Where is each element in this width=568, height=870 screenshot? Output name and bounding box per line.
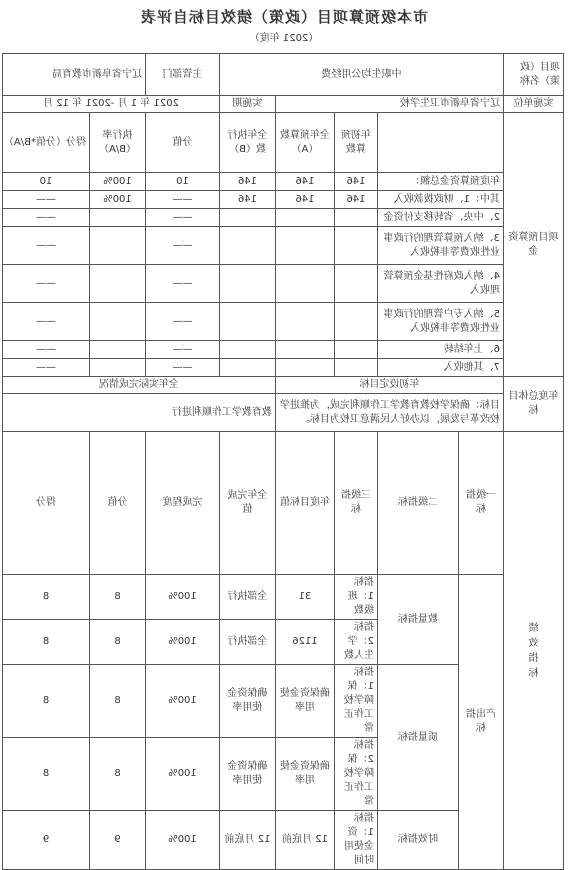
ind-cell-ratio: 100% [146,811,220,870]
funds-cell-annual [335,209,378,227]
ind-cell-target: 确保资金使用率 [276,738,335,811]
ind-cell-score: 9 [90,811,146,870]
funds-cell-annual [335,341,378,359]
ind-header-lvl2: 二级指标 [378,432,459,575]
funds-row-label: 7、其他收入 [378,359,504,377]
funds-row-label: 3、纳入预算管理的行政事业性收费等非税收入 [378,227,504,265]
ind-cell-score: 8 [90,665,146,738]
ind-cell-got: 9 [3,811,90,870]
funds-row [3,173,564,191]
funds-cell-exec [220,303,276,341]
funds-row-label: 年度预算资金总额： [378,173,504,191]
ind-header-target: 年度目标值 [276,432,335,575]
ind-cell-got: 8 [3,620,90,665]
ind-cell-got: 8 [3,738,90,811]
form-title: 市本级预算项目（政策）绩效目标自评表 [140,8,429,26]
ind-cell-target: 12 月底前 [276,811,335,870]
funds-row-label: 2、中央、省转移支付资金 [378,209,504,227]
period-label: 实施期 [220,96,276,113]
funds-cell-score: 10 [146,173,220,191]
funds-cell-rate [90,227,146,265]
ind-header-lvl3: 三级指标 [335,432,378,575]
funds-cell-rate [90,303,146,341]
funds-cell-exec: 146 [220,191,276,209]
goals-set-value: 目标：确保学校教育教学工作顺利完成，为推进学校改革与发展，以办好人民满意卫校为目标。 [276,394,504,432]
funds-cell-exec: 146 [220,173,276,191]
funds-row-label: 其中：1、财政拨款收入 [378,191,504,209]
ind-group-quantity: 数量指标 [378,575,459,665]
goals-done-label: 全年实际完成情况 [3,377,276,394]
ind-cell-lvl3: 指标 1：资金使用时间 [335,811,378,870]
ind-cell-ratio: 100% [146,665,220,738]
funds-cell-annual: 146 [335,191,378,209]
unit-label: 实施单位 [504,96,564,113]
funds-cell-got: 10 [3,173,90,191]
ind-cell-got: 8 [3,665,90,738]
funds-cell-annual [335,359,378,377]
indicator-row [3,575,564,620]
funds-header-blank [378,113,504,173]
funds-cell-rate [90,265,146,303]
funds-row-label: 6、上年结转 [378,341,504,359]
funds-cell-got: —— [3,227,90,265]
project-name-label: 项目（政策）名称 [504,54,564,96]
funds-cell-exec [220,341,276,359]
funds-header-exec: 全年执行数（B） [220,113,276,173]
funds-row [3,209,564,227]
funds-cell-score: —— [146,303,220,341]
goals-set-label: 年初设定目标 [276,377,504,394]
ind-cell-actual: 确保资金使用率 [220,665,276,738]
funds-cell-score: —— [146,265,220,303]
goals-done-value: 教育教学工作顺利进行 [3,394,276,432]
funds-row [3,341,564,359]
project-name-value: 中职生均公用经费 [220,54,504,96]
ind-cell-target: 31 [276,575,335,620]
funds-cell-exec [220,227,276,265]
unit-value: 辽宁省阜新市卫生学校 [276,96,504,113]
funds-cell-annual: 146 [335,173,378,191]
goals-value-row [3,394,564,432]
funds-header-rate: 执行率（B/A） [90,113,146,173]
ind-cell-target: 1126 [276,620,335,665]
funds-header-full: 全年预算数（A） [276,113,335,173]
funds-cell-exec [220,265,276,303]
period-value: 2021 年 1 月 -2021 年 12 月 [3,96,220,113]
ind-group-quality: 质量指标 [378,665,459,811]
funds-row [3,265,564,303]
funds-cell-full [276,303,335,341]
funds-cell-rate [90,209,146,227]
funds-cell-got: —— [3,209,90,227]
ind-cell-actual: 全部执行 [220,575,276,620]
funds-cell-got: —— [3,191,90,209]
ind-cell-ratio: 100% [146,620,220,665]
ind-header-actual: 全年完成值 [220,432,276,575]
funds-row [3,227,564,265]
ind-header-score: 分值 [90,432,146,575]
funds-cell-annual [335,265,378,303]
funds-row-label: 5、纳入专户管理的行政事业性收费等非税收入 [378,303,504,341]
ind-cell-actual: 全部执行 [220,620,276,665]
funds-cell-score: —— [146,227,220,265]
indicator-header-row [3,432,564,575]
funds-cell-got: —— [3,303,90,341]
funds-header-got: 得分（分值*B/A） [3,113,90,173]
ind-cell-actual: 确保资金使用率 [220,738,276,811]
ind-header-ratio: 完成程度 [146,432,220,575]
funds-cell-score: —— [146,191,220,209]
row-unit [3,96,564,113]
funds-cell-annual [335,303,378,341]
dept-label: 主管部门 [146,54,220,96]
funds-cell-full [276,227,335,265]
ind-cell-actual: 12 月底前 [220,811,276,870]
evaluation-table [2,53,564,870]
goals-header-row [3,377,564,394]
ind-cell-ratio: 100% [146,575,220,620]
indicator-section-label: 绩效指标 [504,432,564,870]
ind-cell-ratio: 100% [146,738,220,811]
form-year: （2021 年度） [249,33,319,44]
ind-cell-target: 确保资金使用率 [276,665,335,738]
funds-cell-annual [335,227,378,265]
ind-cell-lvl3: 指标 2：学生人数 [335,620,378,665]
funds-header-annual: 年初预算数 [335,113,378,173]
ind-cell-lvl3: 指标 1：保障学校工作正常 [335,665,378,738]
funds-cell-full: 146 [276,191,335,209]
ind-cell-got: 8 [3,575,90,620]
funds-cell-full [276,209,335,227]
funds-row [3,303,564,341]
funds-cell-full [276,359,335,377]
funds-cell-full [276,265,335,303]
funds-cell-full [276,341,335,359]
funds-cell-rate [90,341,146,359]
ind-lvl1-output: 产出指标 [459,575,504,870]
funds-row-label: 4、纳入政府性基金预算管理收入 [378,265,504,303]
funds-cell-score: —— [146,209,220,227]
funds-cell-got: —— [3,265,90,303]
goals-section-label: 年度总体目标 [504,377,564,432]
ind-group-time: 时效指标 [378,811,459,870]
ind-header-got: 得分 [3,432,90,575]
dept-value: 辽宁省阜新市教育局 [3,54,146,96]
funds-section-label: 项目预算资金 [504,113,564,377]
funds-cell-score: —— [146,341,220,359]
funds-cell-rate: 100% [90,173,146,191]
funds-cell-score: —— [146,359,220,377]
row-project-name [3,54,564,96]
ind-cell-lvl3: 指标 2：保障学校工作正常 [335,738,378,811]
ind-cell-score: 8 [90,738,146,811]
funds-cell-exec [220,359,276,377]
ind-cell-lvl3: 指标 1：班级数 [335,575,378,620]
funds-header-row [3,113,564,173]
ind-header-lvl1: 一级指标 [459,432,504,575]
funds-row [3,359,564,377]
funds-cell-full: 146 [276,173,335,191]
funds-header-score: 分值 [146,113,220,173]
funds-cell-exec [220,209,276,227]
funds-cell-rate: 100% [90,191,146,209]
funds-cell-rate [90,359,146,377]
funds-cell-got: —— [3,359,90,377]
ind-cell-score: 8 [90,620,146,665]
funds-cell-got: —— [3,341,90,359]
ind-cell-score: 8 [90,575,146,620]
funds-row [3,191,564,209]
